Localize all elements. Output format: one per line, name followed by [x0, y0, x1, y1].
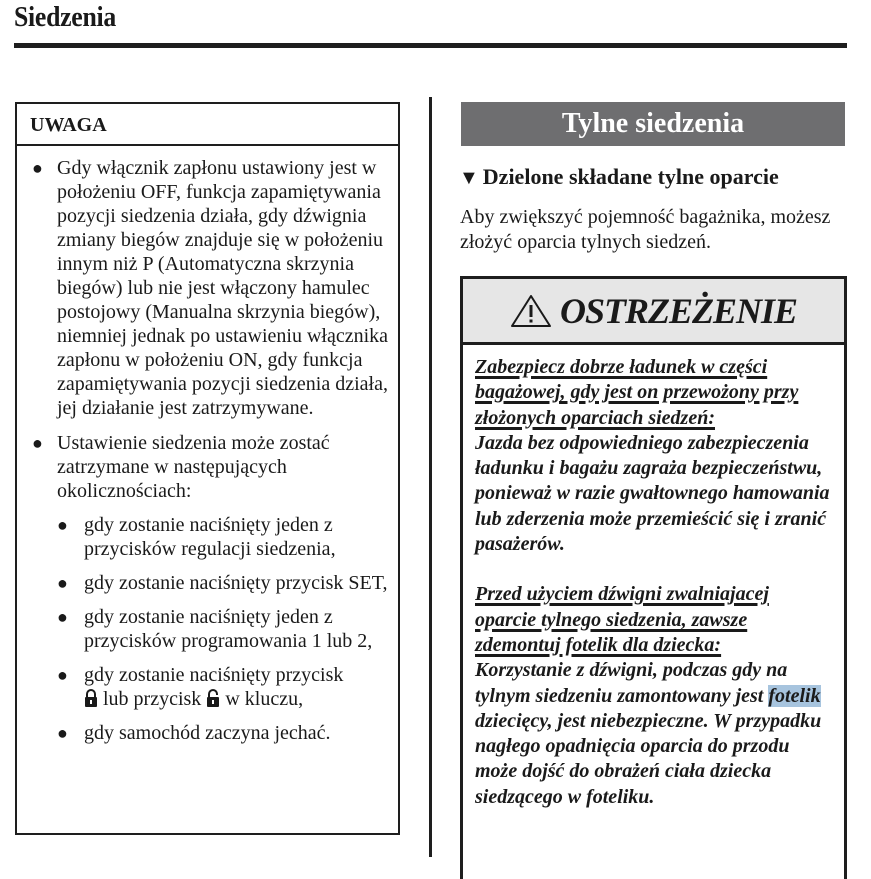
note-item-text: Gdy włącznik zapłonu ustawiony jest w położeniu OFF, funkcja zapamiętywania pozycji siedzenia działa, gdy dźwignia zmiany biegów znajduje się w położeniu innym niż P (Automatyczna skrzynia biegów) lub nie jest włączony hamulec postojowy (Manualna skrzynia biegów), niemniej jednak po ustawieniu włącznika zapłonu w położeniu ON, gdy funkcja zapamiętywania pozycji siedzenia działa, jej działanie jest zatrzymywane. — [57, 157, 389, 419]
note-sub-item-text: gdy zostanie naciśnięty jeden z przycisków regulacji siedzenia, — [84, 514, 336, 560]
note-sub-item-text-middle: lub przycisk — [103, 688, 202, 710]
warning-triangle-icon — [510, 294, 552, 328]
warning-paragraph-body: Jazda bez odpowiedniego zabezpieczenia ładunku i bagażu zagraża bezpieczeństwu, ponieważ w razie gwałtownego hamowania lub zderzenia może przemieścić się i zranić pasażerów. — [475, 431, 830, 556]
warning-header — [463, 279, 844, 345]
warning-paragraph-heading: Przed użyciem dźwigni zwalniajacej oparcie tylnego siedzenia, zawsze zdemontuj fotelik dla dziecka: — [475, 583, 769, 656]
bullet-icon: ● — [32, 433, 43, 453]
triangle-down-icon: ▼ — [459, 167, 479, 189]
note-sub-item-text: gdy samochód zaczyna jechać. — [84, 722, 331, 744]
note-sub-item — [57, 571, 392, 595]
bullet-icon: ● — [57, 607, 68, 627]
subsection-heading — [459, 163, 779, 192]
bullet-icon: ● — [32, 158, 43, 178]
note-sub-item-text-before: gdy zostanie naciśnięty przycisk — [84, 664, 344, 686]
section-title: Tylne siedzenia — [461, 102, 845, 146]
page-title: Siedzenia — [14, 2, 116, 33]
warning-paragraph — [475, 582, 834, 810]
note-sub-item — [57, 721, 392, 745]
lock-closed-icon — [84, 689, 98, 707]
note-sub-item-text: gdy zostanie naciśnięty przycisk SET, — [84, 572, 388, 594]
warning-title: OSTRZEŻENIE — [559, 290, 798, 331]
selected-text[interactable]: fotelik — [768, 684, 821, 707]
note-box — [15, 102, 400, 835]
warning-box — [460, 276, 847, 879]
note-heading: UWAGA — [17, 104, 398, 146]
note-item — [17, 156, 398, 420]
note-sub-item-text-after: w kluczu, — [225, 688, 304, 710]
warning-paragraph-body-after: dziecięcy, jest niebezpieczne. W przypadku nagłego opadnięcia oparcia do przodu może dojść do obrażeń ciała dziecka siedzącego w foteliku. — [475, 709, 822, 808]
bullet-icon: ● — [57, 515, 68, 535]
note-sub-item — [57, 663, 392, 711]
note-sub-item — [57, 513, 392, 561]
note-list — [17, 156, 398, 745]
note-sub-item — [57, 605, 392, 653]
warning-paragraph-heading: Zabezpiecz dobrze ładunek w części bagażowej, gdy jest on przewożony przy złożonych oparciach siedzeń: — [475, 356, 799, 429]
bullet-icon: ● — [57, 723, 68, 743]
warning-body — [463, 345, 844, 810]
subsection-title: Dzielone składane tylne oparcie — [482, 164, 779, 189]
warning-paragraph — [475, 355, 834, 557]
title-rule — [14, 43, 847, 48]
note-item-text: Ustawienie siedzenia może zostać zatrzymane w następujących okolicznościach: — [57, 432, 330, 502]
note-sub-item-text: gdy zostanie naciśnięty jeden z przycisków programowania 1 lub 2, — [84, 606, 373, 652]
bullet-icon: ● — [57, 665, 68, 685]
bullet-icon: ● — [57, 573, 68, 593]
lock-open-icon — [206, 689, 220, 707]
column-divider — [429, 97, 432, 857]
intro-paragraph: Aby zwiększyć pojemność bagażnika, możesz złożyć oparcia tylnych siedzeń. — [460, 206, 831, 253]
note-item — [17, 431, 398, 745]
warning-paragraph-body-before: Korzystanie z dźwigni, podczas gdy na tylnym siedzeniu zamontowany jest — [475, 659, 788, 707]
note-sub-list — [57, 513, 392, 745]
